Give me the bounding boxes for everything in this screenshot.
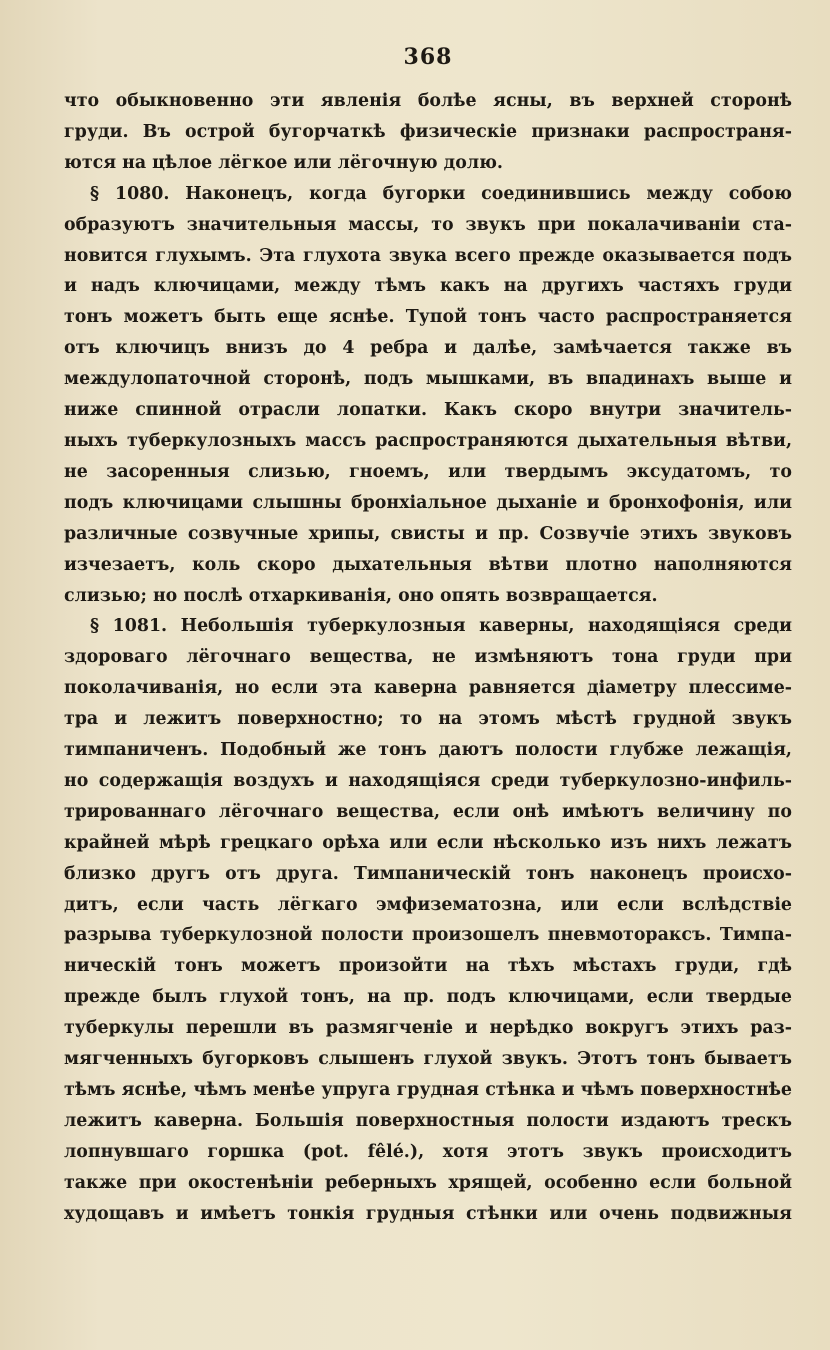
- text-line: тимпаниченъ. Подобный же тонъ даютъ полости глубже лежащія,: [64, 740, 792, 761]
- text-line: ныхъ туберкулозныхъ массъ распространяются дыхательныя вѣтви,: [64, 430, 792, 451]
- text-line: здороваго лёгочнаго вещества, не измѣняютъ тона груди при: [64, 647, 792, 668]
- text-body: [64, 86, 792, 1230]
- text-line: и надъ ключицами, между тѣмъ какъ на другихъ частяхъ груди: [64, 276, 792, 297]
- text-line: § 1081. Небольшія туберкулозныя каверны, находящіяся среди: [90, 616, 792, 637]
- text-line: туберкулы перешли въ размягченіе и нерѣдко вокругъ этихъ раз-: [64, 1018, 792, 1039]
- text-line: лежитъ каверна. Большія поверхностныя полости издаютъ трескъ: [64, 1110, 792, 1131]
- text-line: крайней мѣрѣ грецкаго орѣха или если нѣсколько изъ нихъ лежатъ: [64, 832, 792, 853]
- text-line: различные созвучные хрипы, свисты и пр. Созвучіе этихъ звуковъ: [64, 523, 792, 544]
- text-line: ются на цѣлое лёгкое или лёгочную долю.: [64, 152, 503, 173]
- text-line: поколачиванія, но если эта каверна равняется діаметру плессиме-: [64, 678, 792, 699]
- text-line: не засоренныя слизью, гноемъ, или твердымъ эксудатомъ, то: [64, 461, 792, 482]
- text-line: лопнувшаго горшка (pot. fêlé.), хотя этотъ звукъ происходитъ: [64, 1141, 792, 1162]
- text-line: разрыва туберкулозной полости произошелъ пневмотораксъ. Тимпа-: [64, 925, 792, 946]
- text-line: что обыкновенно эти явленія болѣе ясны, въ верхней сторонѣ: [64, 91, 792, 111]
- text-line: но содержащія воздухъ и находящіяся среди туберкулозно-инфиль-: [64, 770, 792, 791]
- text-line: § 1080. Наконецъ, когда бугорки соединившись между собою: [90, 183, 792, 204]
- text-line: отъ ключицъ внизъ до 4 ребра и далѣе, замѣчается также въ: [64, 338, 792, 359]
- text-line: трированнаго лёгочнаго вещества, если онѣ имѣютъ величину по: [64, 801, 792, 822]
- text-line: груди. Въ острой бугорчаткѣ физическіе признаки распространя-: [64, 121, 792, 142]
- text-line: ниже спинной отрасли лопатки. Какъ скоро внутри значитель-: [64, 400, 792, 421]
- text-line: тонъ можетъ быть еще яснѣе. Тупой тонъ часто распространяется: [64, 307, 792, 328]
- text-line: дитъ, если часть лёгкаго эмфизематозна, или если вслѣдствіе: [64, 894, 792, 915]
- page-number: 368: [403, 44, 453, 70]
- text-line: междулопаточной сторонѣ, подъ мышками, въ впадинахъ выше и: [64, 369, 792, 390]
- text-line: прежде былъ глухой тонъ, на пр. подъ ключицами, если твердые: [64, 987, 792, 1008]
- text-line: образуютъ значительныя массы, то звукъ при покалачиваніи ста-: [64, 214, 792, 235]
- text-line: тѣмъ яснѣе, чѣмъ менѣе упруга грудная стѣнка и чѣмъ поверхностнѣе: [64, 1080, 792, 1100]
- text-line: слизью; но послѣ отхаркиванія, оно опять возвращается.: [64, 585, 658, 606]
- text-line: ническій тонъ можетъ произойти на тѣхъ мѣстахъ груди, гдѣ: [64, 956, 792, 977]
- text-line: новится глухымъ. Эта глухота звука всего прежде оказывается подъ: [64, 245, 792, 266]
- text-line: мягченныхъ бугорковъ слышенъ глухой звукъ. Этотъ тонъ бываетъ: [64, 1049, 792, 1070]
- text-line: изчезаетъ, коль скоро дыхательныя вѣтви плотно наполняются: [64, 554, 792, 575]
- text-line: худощавъ и имѣетъ тонкія грудныя стѣнки или очень подвижныя: [64, 1203, 792, 1224]
- text-line: подъ ключицами слышны бронхіальное дыханіе и бронхофонія, или: [64, 492, 792, 513]
- text-line: также при окостенѣніи реберныхъ хрящей, особенно если больной: [64, 1172, 792, 1193]
- text-line: тра и лежитъ поверхностно; то на этомъ мѣстѣ грудной звукъ: [64, 709, 792, 730]
- text-line: близко другъ отъ друга. Тимпаническій тонъ наконецъ происхо-: [64, 863, 792, 884]
